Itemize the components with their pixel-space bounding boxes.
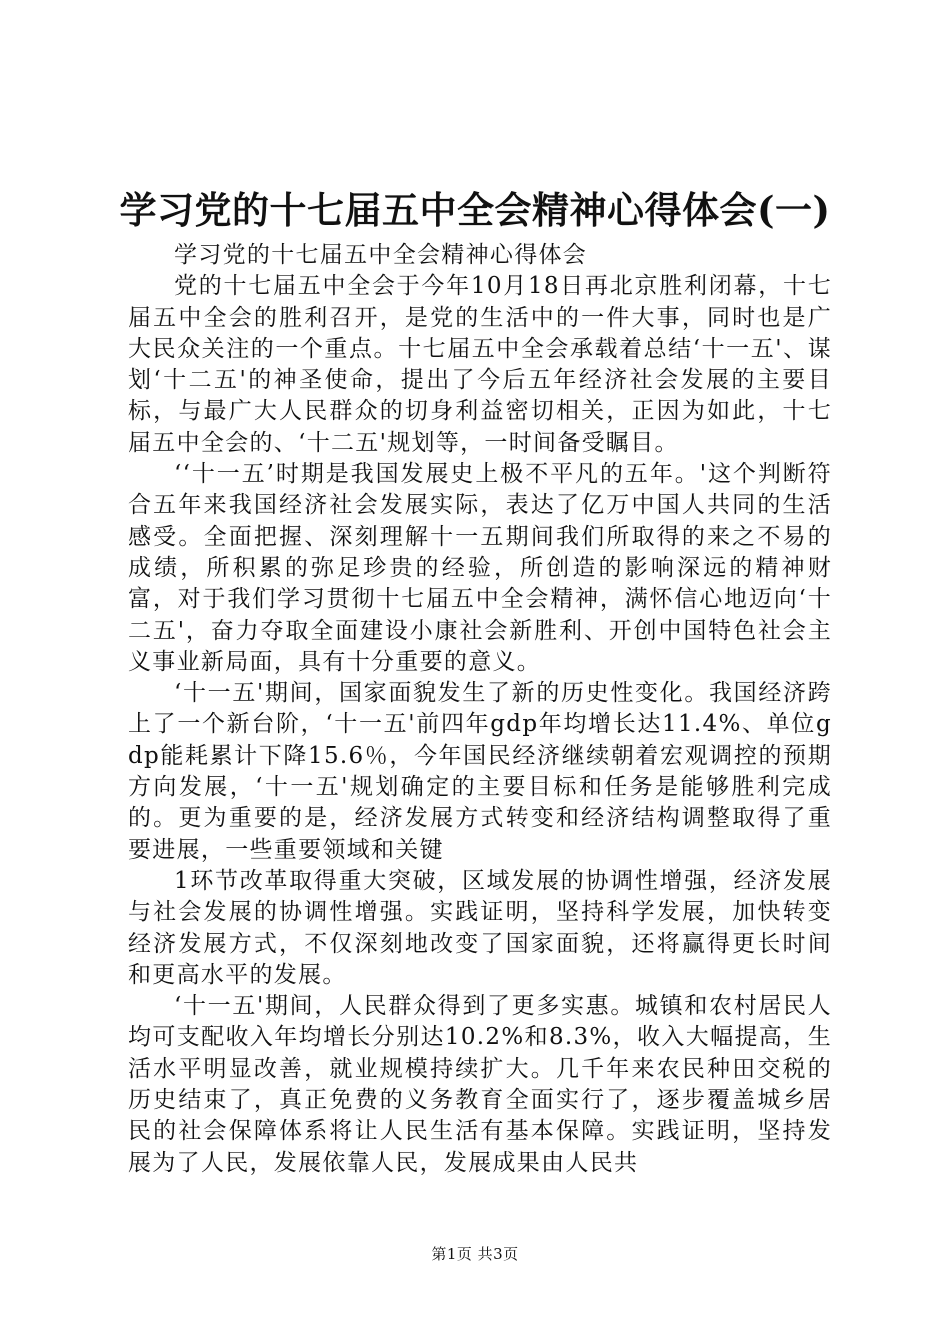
document-subtitle: 学习党的十七届五中全会精神心得体会 xyxy=(174,242,588,268)
paragraph-5: ‘十一五'期间，人民群众得到了更多实惠。城镇和农村居民人均可支配收入年均增长分别达10.2%和8.3%，收入大幅提高，生活水平明显改善，就业规模持续扩大。几千年来农民种田交税的历史结束了，真正免费的义务教育全面实行了，逐步覆盖城乡居民的社会保障体系将让人民生活有基本保障。实践证明，坚持发展为了人民，发展依靠人民，发展成果由人民共 xyxy=(128,993,832,1176)
page-footer: 第1页 共3页 xyxy=(431,1245,519,1263)
paragraph-4: 1环节改革取得重大突破，区域发展的协调性增强，经济发展与社会发展的协调性增强。实践证明，坚持科学发展，加快转变经济发展方式，不仅深刻地改变了国家面貌，还将赢得更长时间和更高水平的发展。 xyxy=(128,867,832,988)
paragraph-2: ‘‘十一五’时期是我国发展史上极不平凡的五年。'这个判断符合五年来我国经济社会发展实际，表达了亿万中国人共同的生活感受。全面把握、深刻理解十一五期间我们所取得的来之不易的成绩，所积累的弥足珍贵的经验，所创造的影响深远的精神财富，对于我们学习贯彻十七届五中全会精神，满怀信心地迈向‘十二五'，奋力夺取全面建设小康社会新胜利、开创中国特色社会主义事业新局面，具有十分重要的意义。 xyxy=(128,461,832,675)
document-title: 学习党的十七届五中全会精神心得体会(一) xyxy=(119,188,831,232)
document-body xyxy=(128,240,832,1179)
paragraph-1: 党的十七届五中全会于今年10月18日再北京胜利闭幕，十七届五中全会的胜利召开，是党的生活中的一件大事，同时也是广大民众关注的一个重点。十七届五中全会承载着总结‘十一五'、谋划‘十二五'的神圣使命，提出了今后五年经济社会发展的主要目标，与最广大人民群众的切身利益密切相关，正因为如此，十七届五中全会的、‘十二五'规划等，一时间备受瞩目。 xyxy=(128,273,832,456)
paragraph-3: ‘十一五'期间，国家面貌发生了新的历史性变化。我国经济跨上了一个新台阶，‘十一五'前四年gdp年均增长达11.4%、单位gdp能耗累计下降15.6％，今年国民经济继续朝着宏观调控的预期方向发展，‘十一五'规划确定的主要目标和任务是能够胜利完成的。更为重要的是，经济发展方式转变和经济结构调整取得了重要进展，一些重要领域和关键 xyxy=(128,680,832,863)
